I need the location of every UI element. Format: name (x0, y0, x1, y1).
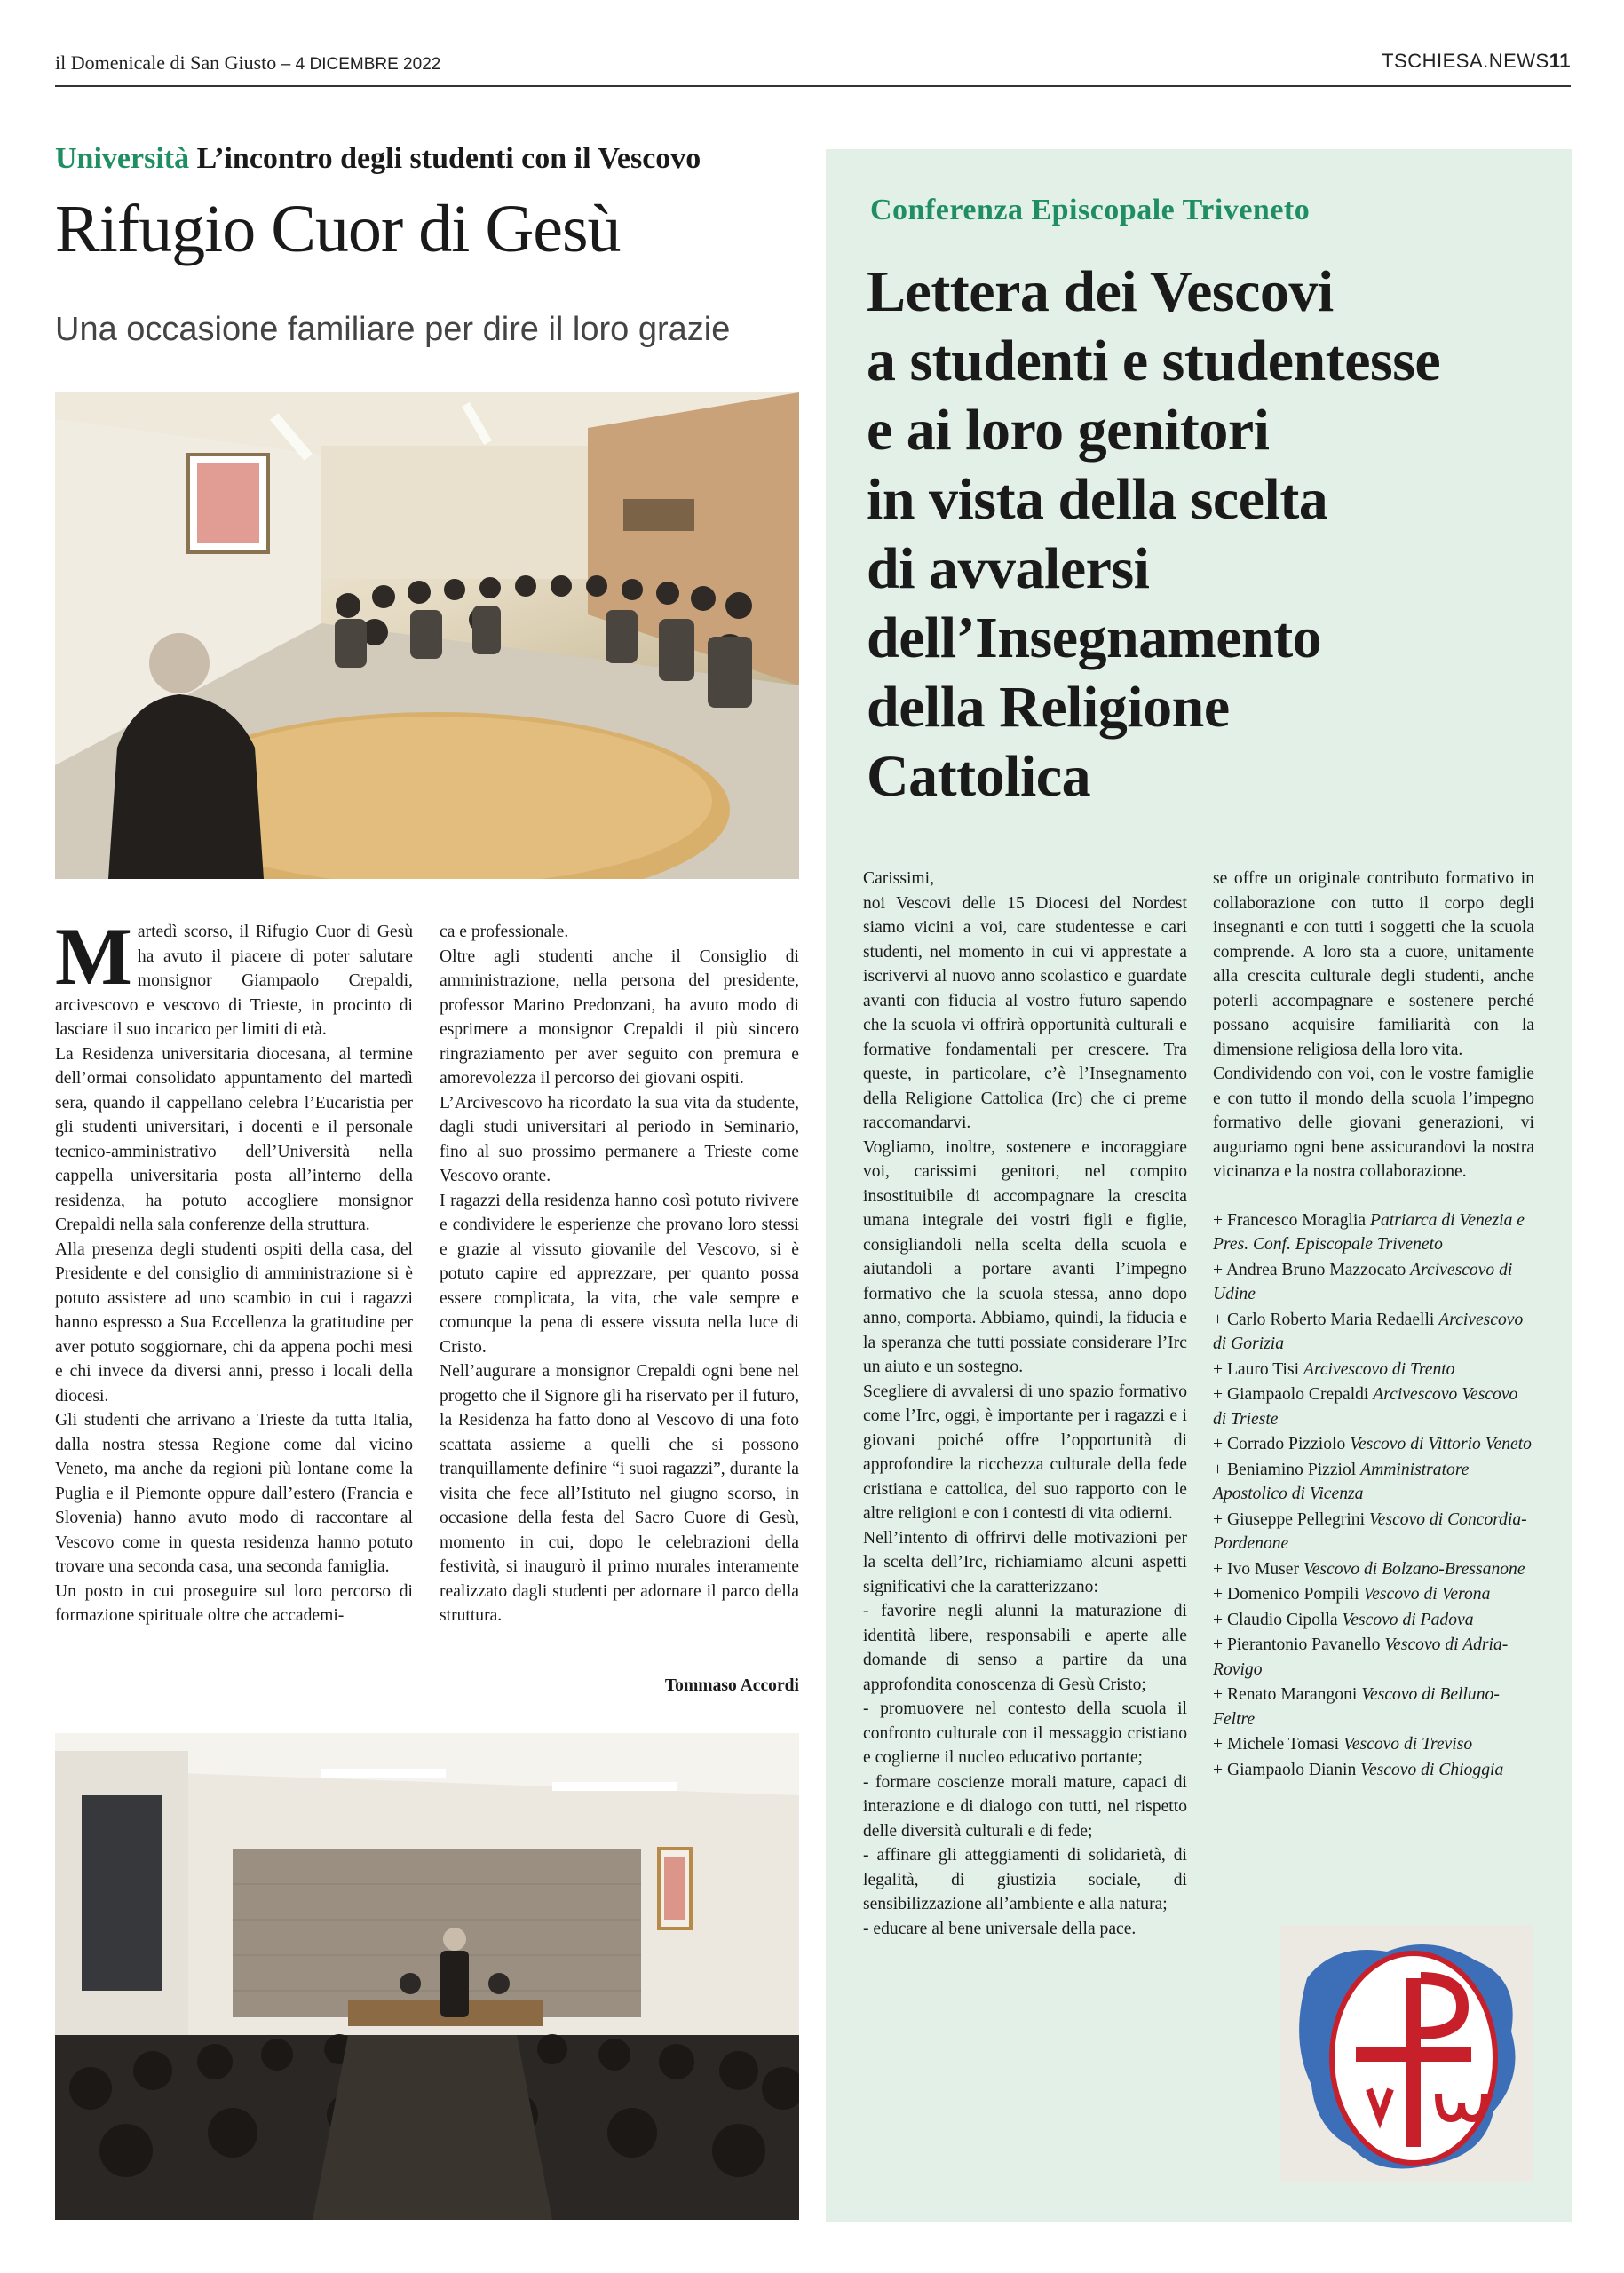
signatory-role: Vescovo di Adria-Rovigo (1213, 1635, 1509, 1679)
signatory-name: + Claudio Cipolla (1213, 1610, 1338, 1629)
left-subheadline: Una occasione familiare per dire il loro grazie (55, 311, 731, 348)
paragraph: Oltre agli studenti anche il Consiglio di amministrazione, nella persona del presidente, professor Marino Predonzani, ha avuto modo di esprimere a monsignor Crepaldi il più sincero ringraziamento per aver seguito con premura e amorevolezza il percorso dei giovani ospiti. (440, 946, 799, 1088)
signatory-name: + Beniamino Pizziol (1213, 1460, 1357, 1479)
photo-conference-room-illustration (55, 392, 799, 879)
signatory (1213, 1382, 1534, 1431)
signatory-role: Arcivescovo di Udine (1213, 1260, 1513, 1303)
title-line: di avvalersi (867, 536, 1150, 601)
signatory-name: + Giampaolo Crepaldi (1213, 1385, 1369, 1404)
paragraph: Un posto in cui proseguire sul loro percorso di formazione spirituale oltre che accademi- (55, 1581, 413, 1625)
signatory (1213, 1308, 1534, 1357)
signatory-role: Vescovo di Chioggia (1360, 1760, 1504, 1779)
signatory (1213, 1358, 1534, 1382)
signatory-role: Patriarca di Venezia e Pres. Conf. Episcopale Triveneto (1213, 1210, 1525, 1254)
page-number: 11 (1549, 50, 1571, 72)
signatory (1213, 1608, 1534, 1633)
signatory-name: + Giampaolo Dianin (1213, 1760, 1357, 1779)
signatory (1213, 1508, 1534, 1556)
signatory (1213, 1458, 1534, 1507)
chi-rho-map-icon (1280, 1925, 1533, 2182)
signatory-name: + Giuseppe Pellegrini (1213, 1509, 1366, 1529)
photo-bishop-speaking (55, 1733, 799, 2220)
signatory (1213, 1208, 1534, 1257)
header-rule (55, 85, 1571, 87)
paragraph: Gli studenti che arrivano a Trieste da tutta Italia, dalla nostra stessa Regione come dal vicino Veneto, ma anche da regioni più lontane come la Puglia e il Piemonte oppure dall’estero (Francia e Slovenia) hanno avuto modo di raccontare al Vescovo come in questa residenza hanno potuto trovare una seconda casa, una seconda famiglia. (55, 1411, 413, 1576)
paragraph: La Residenza universitaria diocesana, al termine dell’ormai consolidato appuntamento del martedì sera, quando il cappellano celebra l’Eucaristia per gli studenti universitari, i docenti e il personale tecnico-amministrativo dell’Università nella cappella universitaria posta all’interno della residenza, ha potuto accogliere monsignor Crepaldi nella sala conferenze della struttura. (55, 1044, 413, 1234)
title-line: Cattolica (867, 744, 1091, 809)
signatories-list (1213, 1208, 1534, 1783)
title-line: a studenti e studentesse (867, 329, 1441, 393)
left-headline: Rifugio Cuor di Gesù (55, 192, 621, 266)
letter-column-2 (1213, 867, 1534, 1783)
title-line: in vista della scelta (867, 467, 1328, 532)
signatory-name: + Renato Marangoni (1213, 1685, 1358, 1704)
signatory-name: + Andrea Bruno Mazzocato (1213, 1260, 1406, 1279)
paragraph: Vogliamo, inoltre, sostenere e incoraggiare voi, carissimi genitori, nel compito insostituibile di accompagnare la crescita umana integrale dei vostri figli e figlie, consigliandoli nella scelta della scuola e aiutandoli a portare avanti l’impegno formativo che la scuola stessa, anno dopo anno, comporta. Abbiamo, quindi, la fiducia e la speranza che tutti possiate considerare l’Irc un aiuto e un sostegno. (863, 1137, 1187, 1376)
paragraph: L’Arcivescovo ha ricordato la sua vita da studente, dagli studi universitari al periodo in Seminario, fino al suo prossimo permanere a Trieste come Vescovo orante. (440, 1093, 799, 1185)
left-article-column-2 (440, 920, 799, 1628)
signatory-name: + Ivo Muser (1213, 1559, 1300, 1579)
paragraph: Alla presenza degli studenti ospiti della casa, del Presidente e del consiglio di amministrazione si è potuto assistere ad uno scambio in cui i ragazzi hanno espresso a Sua Eccellenza la gratitudine per aver potuto soggiornare, chi da appena pochi mesi e chi invece da diversi anni, presso i locali della diocesi. (55, 1239, 413, 1406)
kicker-section: Università (55, 142, 190, 175)
paragraph: se offre un originale contributo formativo in collaborazione con tutto il corpo degli insegnanti e con tutti i soggetti che la scuola comprende. A loro sta a cuore, unitamente alla crescita culturale degli studenti, anche poterli accompagnare e sostenere perché possano acquisire familiarità con la dimensione religiosa della loro vita. (1213, 869, 1534, 1059)
publication-name: il Domenicale di San Giusto (55, 51, 277, 74)
paragraph: I ragazzi della residenza hanno così potuto rivivere e condividere le esperienze che provano loro stessi e grazie al vissuto giovanile del Vescovo, si è potuto capire ed apprezzare, per quanto possa essere complicata, la vita, che vale sempre e comunque la pena di essere vissuta nella luce di Cristo. (440, 1191, 799, 1357)
paragraph: ca e professionale. (440, 923, 569, 941)
paragraph: Scegliere di avvalersi di uno spazio formativo come l’Irc, oggi, è importante per i ragazzi e i giovani poiché offre l’opportunità di approfondire la ricchezza culturale della fede cristiana e cattolica, del suo rapporto con le altre religioni e con i contesti di vita odierni. (863, 1382, 1187, 1523)
signatory-name: + Michele Tomasi (1213, 1735, 1340, 1754)
signatory-role: Vescovo di Padova (1342, 1610, 1474, 1629)
paragraph: noi Vescovi delle 15 Diocesi del Nordest siamo vicini a voi, care studentesse e cari studenti, nel momento in cui vi apprestate a iscrivervi al nuovo anno scolastico e guardate avanti con fiducia al vostro futuro sapendo che la scuola vi offrirà opportunità culturali e formative fondamentali per crescere. Tra queste, in particolare, c’è l’Insegnamento della Religione Cattolica (Irc) che ci preme raccomandarvi. (863, 893, 1187, 1132)
signatory-name: + Francesco Moraglia (1213, 1210, 1367, 1230)
paragraph: Nell’intento di offrirvi delle motivazioni per la scelta dell’Irc, richiamiamo alcuni aspetti significativi che la caratterizzano: (863, 1528, 1187, 1596)
title-line: Lettera dei Vescovi (867, 259, 1334, 324)
title-line: dell’Insegnamento (867, 606, 1322, 670)
signatory-role: Vescovo di Vittorio Veneto (1350, 1435, 1532, 1453)
letter-column-1 (863, 867, 1187, 1941)
paragraph: - favorire negli alunni la maturazione di identità libere, responsabili e aperte alle domande di senso a partire da una approfondita conoscenza di Gesù Cristo; (863, 1602, 1187, 1694)
left-article-column-1 (55, 911, 413, 1628)
signatory (1213, 1557, 1534, 1582)
photo-bishop-speaking-illustration (55, 1733, 799, 2220)
signatory-role: Amministratore Apostolico di Vicenza (1213, 1460, 1470, 1503)
signatory (1213, 1258, 1534, 1307)
signatory-role: Vescovo di Treviso (1343, 1735, 1473, 1754)
paragraph: - educare al bene universale della pace. (863, 1919, 1137, 1938)
kicker-title: L’incontro degli studenti con il Vescovo (196, 142, 701, 175)
signatory-role: Vescovo di Bolzano-Bressanone (1303, 1559, 1525, 1579)
byline: Tommaso Accordi (664, 1676, 799, 1695)
signatory (1213, 1582, 1534, 1607)
issue-date: – 4 DICEMBRE 2022 (281, 55, 441, 74)
panel-kicker: Conferenza Episcopale Triveneto (870, 194, 1311, 226)
signatory-name: + Lauro Tisi (1213, 1359, 1300, 1379)
signatory-role: Arcivescovo di Gorizia (1213, 1310, 1524, 1353)
signatory-role: Vescovo di Belluno-Feltre (1213, 1685, 1500, 1729)
paragraph: Condividendo con voi, con le vostre famiglie e con tutto il mondo della scuola l’impegno formativo delle giovani generazioni, vi auguriamo ogni bene assicurandovi la nostra vicinanza e la nostra collaborazione. (1213, 1065, 1534, 1181)
signatory (1213, 1758, 1534, 1783)
signatory-name: + Corrado Pizziolo (1213, 1435, 1346, 1453)
site-name: TSCHIESA.NEWS (1382, 50, 1549, 72)
paragraph: Nell’augurare a monsignor Crepaldi ogni bene nel progetto che il Signore gli ha riservato per il futuro, la Residenza ha fatto dono al Vescovo di una foto scattata assieme a quelli che si possono tranquillamente definire “i suoi ragazzi”, durante la visita che fece all’Istituto nel giugno scorso, in occasione della festa del Sacro Cuore di Gesù, momento in cui, dopo le celebrazioni della festività, si inaugurò il primo murales interamente realizzato dagli studenti per adornare il parco della struttura. (440, 1362, 799, 1625)
signatory-role: Arcivescovo di Trento (1303, 1359, 1455, 1379)
signatory-role: Vescovo di Verona (1363, 1585, 1491, 1604)
title-line: della Religione (867, 675, 1230, 740)
title-line: e ai loro genitori (867, 398, 1270, 463)
triveneto-logo (1280, 1925, 1533, 2182)
signatory (1213, 1633, 1534, 1682)
running-head-site (1382, 50, 1571, 73)
signatory (1213, 1732, 1534, 1757)
panel-title (867, 257, 1559, 812)
paragraph: - promuovere nel contesto della scuola il confronto culturale con il messaggio cristiano e coglierne il nucleo educativo portante; (863, 1699, 1187, 1767)
signatory-role: Vescovo di Concordia-Pordenone (1213, 1509, 1527, 1553)
paragraph: - affinare gli atteggiamenti di solidarietà, di legalità, di giustizia sociale, di sensibilizzazione all’ambiente e alla natura; (863, 1846, 1187, 1913)
signatory-name: + Carlo Roberto Maria Redaelli (1213, 1310, 1435, 1329)
left-kicker (55, 142, 701, 176)
signatory (1213, 1683, 1534, 1731)
photo-conference-room (55, 392, 799, 879)
dropcap: M (55, 911, 132, 1002)
signatory-role: Arcivescovo Vescovo di Trieste (1213, 1385, 1518, 1429)
signatory-name: + Pierantonio Pavanello (1213, 1635, 1381, 1654)
signatory-name: + Domenico Pompili (1213, 1585, 1359, 1604)
paragraph: - formare coscienze morali mature, capaci di interazione e di dialogo con tutti, nel rispetto delle diversità culturali e di fede; (863, 1772, 1187, 1841)
running-head-publication (55, 51, 440, 75)
signatory (1213, 1432, 1534, 1457)
paragraph: Carissimi, (863, 869, 935, 888)
paragraph: artedì scorso, il Rifugio Cuor di Gesù ha avuto il piacere di poter salutare monsignor Giampaolo Crepaldi, arcivescovo e vescovo di Trieste, in procinto di lasciare il suo incarico per limiti di età. (55, 923, 413, 1039)
